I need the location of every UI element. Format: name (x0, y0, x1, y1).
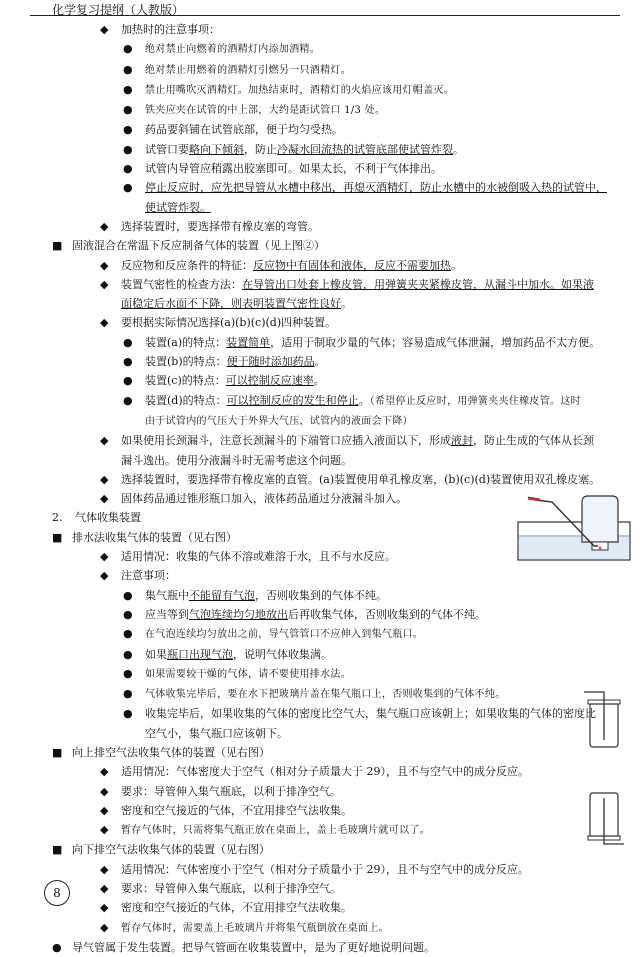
line-text: 在气泡连续均匀放出之前，导气管管口不应伸入到集气瓶口。 (145, 629, 424, 641)
figure-downward-air-displacement (580, 784, 628, 848)
text-line (0, 431, 640, 450)
text-line (0, 645, 640, 664)
underlined-text: 可以控制反应的发生和停止 (226, 393, 359, 407)
underlined-text: 液封 (451, 434, 473, 448)
square-bullet-icon: ■ (52, 239, 63, 253)
underlined-text: 装置简单 (226, 335, 271, 349)
underlined-text: 反应物中有固体和液体，反应不需要加热 (253, 258, 451, 272)
dot-bullet-icon: ● (123, 62, 133, 76)
underlined-text: 停止反应时，应先把导管从水槽中移出，再熄灭酒精灯，防止水槽中的水被倒吸入热的试管中， (145, 181, 607, 195)
text-line (0, 60, 640, 80)
diamond-bullet-icon: ◆ (100, 550, 109, 564)
header-rule (30, 15, 620, 16)
diamond-bullet-icon: ◆ (100, 258, 109, 272)
diamond-bullet-icon: ◆ (100, 803, 109, 817)
diamond-bullet-icon: ◆ (100, 784, 109, 798)
dot-bullet-icon: ● (123, 374, 133, 388)
diamond-bullet-icon: ◆ (100, 901, 109, 915)
square-bullet-icon: ■ (52, 843, 63, 857)
text-line (0, 178, 640, 197)
line-text: 注意事项： (121, 569, 176, 583)
diamond-bullet-icon: ◆ (100, 882, 109, 896)
big_dot-bullet-icon: ● (52, 940, 62, 954)
text-line (0, 801, 640, 820)
line-text: （希望停止反应时，用弹簧夹夹住橡皮管。这时 (369, 395, 581, 407)
text-line (0, 120, 640, 139)
diamond-bullet-icon: ◆ (100, 277, 109, 291)
line-text: 装置气密性的检查方法： (121, 277, 242, 291)
line-text: 适用情况：收集的气体不溶或难溶于水，且不与水反应。 (121, 550, 396, 564)
text-line (0, 275, 640, 294)
text-line (0, 743, 640, 762)
text-line (0, 100, 640, 120)
line-text: 绝对禁止用燃着的酒精灯引燃另一只酒精灯。 (145, 64, 351, 76)
page-header (0, 0, 640, 16)
line-text: 装置(d)的特点： (145, 393, 227, 407)
square-bullet-icon: ■ (52, 745, 63, 759)
line-text: 试管内导管应稍露出胶塞即可。如果太长，不利于气体排出。 (145, 162, 442, 176)
line-text: 适用情况：气体密度大于空气（相对分子质量大于 29），且不与空气中的成分反应。 (121, 765, 529, 779)
line-text: 气体收集完毕后，要在水下把玻璃片盖在集气瓶口上，否则收集到的气体不纯。 (145, 689, 506, 701)
underlined-text: 不能留有气泡 (189, 588, 255, 602)
text-line (0, 217, 640, 236)
dot-bullet-icon: ● (123, 162, 133, 176)
line-text: 密度和空气接近的气体，不宜用排空气法收集。 (121, 803, 352, 817)
line-text: 选择装置时，要选择带有橡皮塞的直管。(a)装置使用单孔橡皮塞，(b)(c)(d)装置使用双孔橡皮塞。 (121, 472, 601, 486)
dot-bullet-icon: ● (123, 707, 133, 721)
text-line (0, 860, 640, 879)
line-text: 装置(a)的特点： (145, 335, 227, 349)
text-line (0, 451, 640, 470)
line-text: ，否则收集到的气体不纯。 (255, 588, 387, 602)
dot-bullet-icon: ● (123, 687, 133, 701)
text-line (0, 664, 640, 684)
line-text: 漏斗逸出。使用分液漏斗时无需考虑这个问题。 (121, 453, 352, 467)
dot-bullet-icon: ● (123, 181, 133, 195)
line-text: 向下排空气法收集气体的装置（见右图） (72, 843, 270, 857)
text-line (0, 198, 640, 217)
dot-bullet-icon: ● (123, 627, 133, 641)
dot-bullet-icon: ● (123, 103, 133, 117)
line-text: ，适用于制取少量的气体；容易造成气体泄漏，增加药品不太方便。 (270, 335, 601, 349)
line-text: 铁夹应夹在试管的中上部，大约是距试管口 1/3 处。 (145, 105, 386, 117)
line-text: 收集完毕后，如果收集的气体的密度比空气大，集气瓶口应该朝上；如果收集的气体的密度比 (145, 707, 596, 721)
header-title: 化学复习提纲（人教版） (52, 3, 185, 17)
text-line (0, 684, 640, 704)
line-text: 装置(b)的特点： (145, 355, 227, 369)
text-line (0, 313, 640, 332)
text-line (0, 391, 640, 411)
underlined-text: 使试管炸裂。 (145, 200, 211, 214)
diamond-bullet-icon: ◆ (100, 219, 109, 233)
line-text: 要根据实际情况选择(a)(b)(c)(d)四种装置。 (121, 316, 337, 330)
line-text: 。 (451, 258, 462, 272)
line-text: 选择装置时，要选择带有橡皮塞的弯管。 (121, 219, 319, 233)
text-line (0, 140, 640, 159)
text-line (0, 20, 640, 39)
line-text: 固液混合在常温下反应制备气体的装置（见上图②） (72, 239, 325, 253)
dot-bullet-icon: ● (123, 42, 133, 56)
line-text: 暂存气体时，只需将集气瓶正放在桌面上，盖上毛玻璃片就可以了。 (121, 825, 430, 837)
line-text: 。 (358, 393, 370, 407)
dot-bullet-icon: ● (123, 335, 133, 349)
dot-bullet-icon: ● (123, 607, 133, 621)
line-text: 装置(c)的特点： (145, 374, 226, 388)
line-text: 由于试管内的气压大于外界大气压，试管内的液面会下降） (145, 415, 413, 427)
line-text: 药品要斜铺在试管底部，便于均匀受热。 (145, 123, 343, 137)
text-line (0, 938, 640, 957)
text-line (0, 411, 640, 431)
line-text: 绝对禁止向燃着的酒精灯内添加酒精。 (145, 44, 321, 56)
diamond-bullet-icon: ◆ (100, 434, 109, 448)
line-text: 禁止用嘴吹灭酒精灯。加热结束时，酒精灯的火焰应该用灯帽盖灭。 (145, 84, 454, 96)
dot-bullet-icon: ● (123, 82, 133, 96)
text-line (0, 371, 640, 390)
line-text: 适用情况：气体密度小于空气（相对分子质量小于 29），且不与空气中的成分反应。 (121, 862, 529, 876)
diamond-bullet-icon: ◆ (100, 492, 109, 506)
diamond-bullet-icon: ◆ (100, 823, 109, 837)
line-text: 固体药品通过锥形瓶口加入，液体药品通过分液漏斗加入。 (121, 492, 407, 506)
line-text: ，防止生成的气体从长颈 (473, 434, 594, 448)
line-text: 要求：导管伸入集气瓶底，以利于排净空气。 (121, 882, 341, 896)
line-text: 排水法收集气体的装置（见右图） (72, 530, 237, 544)
underlined-text: 可以控制反应速率 (225, 374, 314, 388)
text-line (0, 782, 640, 801)
dot-bullet-icon: ● (123, 142, 133, 156)
page-number: 8 (44, 880, 70, 906)
text-line (0, 724, 640, 743)
dot-bullet-icon: ● (123, 123, 133, 137)
line-text: 。 (313, 374, 325, 388)
underlined-text: 面稳定后水面不下降，则表明装置气密性良好 (121, 297, 341, 311)
underlined-text: 冷凝水回流热的试管底部使试管炸裂 (277, 142, 453, 156)
figure-water-displacement (512, 488, 636, 564)
text-line (0, 256, 640, 275)
underlined-text: 瓶口出现气泡 (167, 647, 233, 661)
dot-bullet-icon: ● (123, 588, 133, 602)
text-line (0, 294, 640, 313)
text-line (0, 236, 640, 255)
line-text: 暂存气体时，需要盖上毛玻璃片并将集气瓶倒放在桌面上。 (121, 922, 389, 934)
section-number: 2. (52, 511, 63, 525)
line-text: ，防止 (244, 142, 277, 156)
line-text: 后再收集气体，否则收集到的气体不纯。 (288, 607, 486, 621)
text-line (0, 624, 640, 644)
line-text: 应当等到 (145, 607, 189, 621)
text-line (0, 566, 640, 585)
text-line (0, 586, 640, 605)
text-line (0, 820, 640, 840)
line-text: 气体收集装置 (75, 511, 141, 525)
text-line (0, 352, 640, 371)
figure-upward-air-displacement (580, 690, 628, 748)
text-line (0, 704, 640, 723)
line-text: 如果需要较干燥的气体，请不要使用排水法。 (145, 668, 351, 680)
diamond-bullet-icon: ◆ (100, 765, 109, 779)
text-line (0, 39, 640, 59)
text-line (0, 80, 640, 100)
diamond-bullet-icon: ◆ (100, 23, 109, 36)
line-text: 集气瓶中 (145, 588, 189, 602)
dot-bullet-icon: ● (123, 355, 133, 369)
line-text: 。 (314, 355, 326, 369)
square-bullet-icon: ■ (52, 530, 63, 544)
diamond-bullet-icon: ◆ (100, 862, 109, 876)
underlined-text: 便于随时添加药品 (226, 355, 315, 369)
dot-bullet-icon: ● (123, 647, 133, 661)
line-text: 如果使用长颈漏斗，注意长颈漏斗的下端管口应插入液面以下，形成 (121, 434, 451, 448)
line-text: 空气小，集气瓶口应该朝下。 (145, 726, 288, 740)
line-text: 要求：导管伸入集气瓶底，以利于排净空气。 (121, 784, 341, 798)
text-line (0, 333, 640, 352)
line-text: ，说明气体收集满。 (233, 647, 332, 661)
line-text: 试管口要 (145, 142, 189, 156)
diamond-bullet-icon: ◆ (100, 569, 109, 583)
text-line (0, 840, 640, 859)
diamond-bullet-icon: ◆ (100, 316, 109, 330)
text-line (0, 470, 640, 489)
text-line (0, 879, 640, 898)
line-text: 反应物和反应条件的特征： (121, 258, 253, 272)
dot-bullet-icon: ● (123, 666, 133, 680)
line-text: 向上排空气法收集气体的装置（见右图） (72, 745, 270, 759)
underlined-text: 气泡连续均匀地放出 (189, 607, 288, 621)
underlined-text: 在导管出口处套上橡皮管，用弹簧夹夹紧橡皮管，从漏斗中加水。如果液 (242, 277, 594, 291)
line-text: 。 (453, 142, 464, 156)
line-text: 。 (341, 297, 352, 311)
text-line (0, 918, 640, 938)
text-line (0, 605, 640, 624)
line-text: 密度和空气接近的气体，不宜用排空气法收集。 (121, 901, 352, 915)
text-line (0, 159, 640, 178)
underlined-text: 略向下倾斜 (189, 142, 244, 156)
line-text: 导气管属于发生装置。把导气管画在收集装置中，是为了更好地说明问题。 (72, 940, 435, 954)
text-line (0, 762, 640, 781)
diamond-bullet-icon: ◆ (100, 920, 109, 934)
line-text: 加热时的注意事项： (121, 23, 220, 36)
line-text: 如果 (145, 647, 167, 661)
dot-bullet-icon: ● (123, 393, 133, 407)
diamond-bullet-icon: ◆ (100, 472, 109, 486)
